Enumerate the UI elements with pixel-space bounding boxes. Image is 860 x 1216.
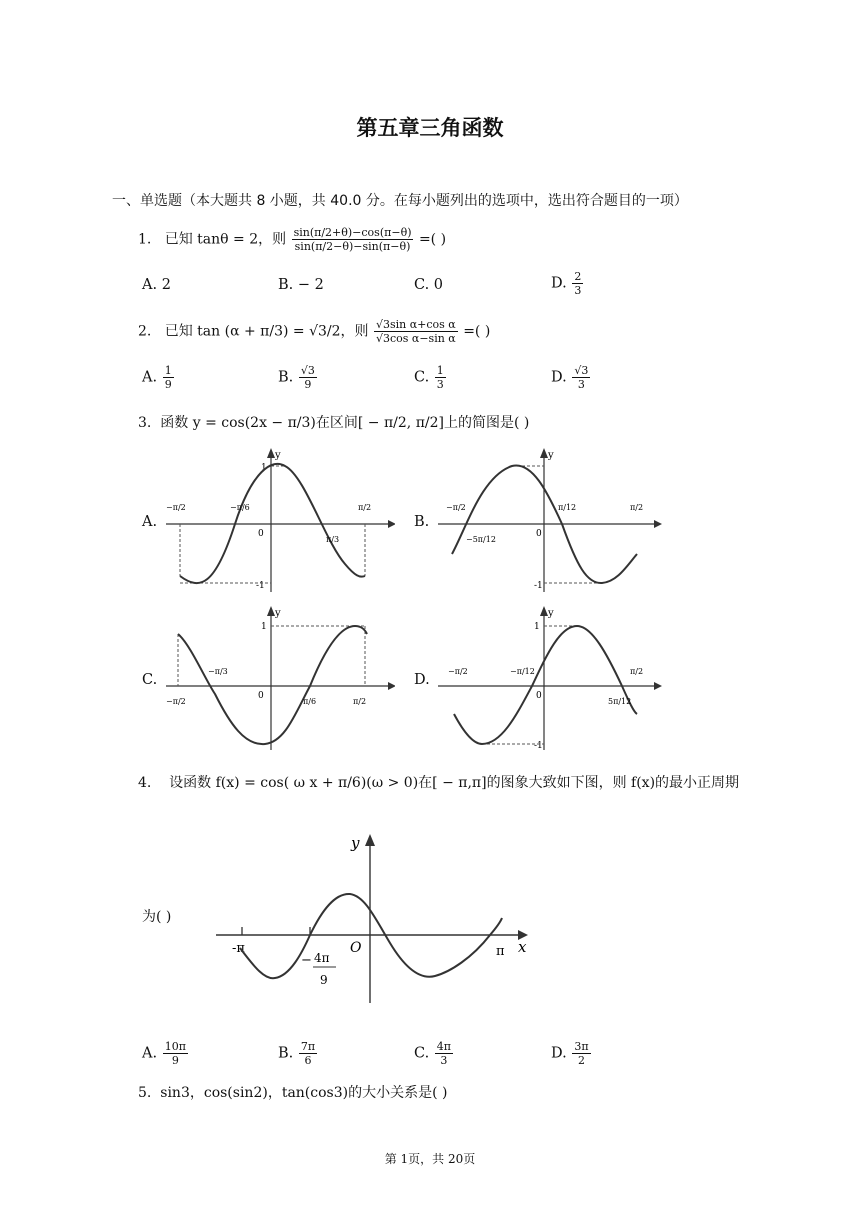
question-stem: 函数 y = cos(2x − π/3)在区间[ − π/2, π/2]上的简图是( ) [160, 415, 530, 431]
svg-text:0: 0 [536, 691, 542, 701]
option-d[interactable]: D. $\frac{√3}{3}$ [551, 364, 589, 391]
svg-text:O: O [350, 940, 362, 956]
question-stem: 已知 tanθ = 2，则 [164, 231, 287, 248]
graph-option-c [160, 604, 395, 754]
svg-text:0: 0 [258, 691, 264, 701]
svg-text:π/2: π/2 [630, 667, 644, 676]
svg-text:y: y [275, 450, 281, 461]
svg-text:-π: -π [232, 941, 245, 956]
option-a[interactable]: A. 2 [142, 277, 171, 293]
svg-text:y: y [351, 834, 360, 852]
option-c[interactable]: C. 0 [414, 277, 444, 293]
svg-text:−π/2: −π/2 [166, 697, 186, 706]
option-a[interactable]: A. $\frac{1}{9}$ [142, 364, 172, 391]
svg-text:π/2: π/2 [353, 697, 367, 706]
section-heading: 一、单选题（本大题共 8 小题，共 40.0 分。在每小题列出的选项中，选出符合题目的一项） [112, 193, 688, 209]
svg-text:-1: -1 [534, 741, 543, 751]
option-b[interactable]: B. − 2 [278, 277, 324, 293]
question-stem: 已知 tan (α + π/3) = √3/2，则 [164, 323, 369, 340]
svg-text:π: π [496, 944, 505, 959]
graph-question-4 [210, 828, 540, 1008]
svg-text:1: 1 [534, 622, 540, 632]
svg-text:−π/12: −π/12 [510, 667, 535, 676]
svg-text:y: y [548, 608, 554, 619]
option-d[interactable]: D. $\frac{2}{3}$ [551, 270, 582, 297]
page-footer: 第 1页，共 20页 [384, 1152, 476, 1166]
question-stem: sin3，cos(sin2)，tan(cos3)的大小关系是( ) [160, 1085, 448, 1101]
question-fraction: $\frac{\sin(\pi/2+\theta)-\cos(\pi-\theta)}{\sin(\pi/2-\theta)-\sin(\pi-\theta)}$ [293, 226, 412, 253]
svg-text:-1: -1 [256, 581, 265, 591]
question-1: 1. 已知 tanθ = 2，则 $\frac{\sin(\pi/2+\theta)-\cos(\pi-\theta)}{\sin(\pi/2-\theta)-\sin(\pi-\theta)}$ =( ) [138, 226, 447, 253]
graph-option-b [432, 446, 664, 596]
svg-text:π/12: π/12 [558, 503, 577, 512]
svg-text:x: x [518, 938, 527, 956]
option-c[interactable]: C. $\frac{1}{3}$ [414, 364, 444, 391]
svg-text:y: y [548, 450, 554, 461]
question-4: 4. 设函数 f(x) = cos( ω x + π/6)(ω > 0)在[ − π,π]的图象大致如下图，则 f(x)的最小正周期 [138, 775, 740, 791]
svg-text:0: 0 [536, 529, 542, 539]
svg-text:π/3: π/3 [326, 535, 340, 544]
question-4-continued: 为( ) [142, 909, 172, 925]
svg-text:−π/6: −π/6 [230, 503, 250, 512]
question-stem: 设函数 f(x) = cos( ω x + π/6)(ω > 0)在[ − π,π]的图象大致如下图，则 f(x)的最小正周期 [169, 775, 740, 791]
svg-text:−π/2: −π/2 [166, 503, 186, 512]
svg-text:π/6: π/6 [303, 697, 317, 706]
svg-text:0: 0 [258, 529, 264, 539]
svg-text:5π/12: 5π/12 [608, 697, 632, 706]
svg-text:π/2: π/2 [630, 503, 644, 512]
svg-text:−π/2: −π/2 [446, 503, 466, 512]
question-5: 5. sin3，cos(sin2)，tan(cos3)的大小关系是( ) [138, 1085, 448, 1101]
option-a[interactable]: A. $\frac{10\pi}{9}$ [142, 1040, 186, 1067]
page-title: 第五章三角函数 [356, 116, 504, 140]
svg-text:−π/2: −π/2 [448, 667, 468, 676]
question-number: 1. [138, 231, 152, 248]
option-d[interactable]: D. [414, 672, 430, 688]
option-c[interactable]: C. [142, 672, 158, 688]
option-a[interactable]: A. [142, 514, 158, 530]
svg-text:π/2: π/2 [358, 503, 372, 512]
svg-text:−: − [301, 953, 312, 968]
svg-text:-1: -1 [534, 581, 543, 591]
svg-text:1: 1 [261, 463, 267, 473]
graph-option-d [432, 604, 664, 754]
svg-text:4π: 4π [314, 951, 330, 965]
question-fraction: $\frac{\text{√3sin α+cos α}}{\text{√3cos α−sin α}}$ [375, 318, 456, 345]
option-b[interactable]: B. $\frac{√3}{9}$ [278, 364, 315, 391]
question-3: 3. 函数 y = cos(2x − π/3)在区间[ − π/2, π/2]上的简图是( ) [138, 415, 530, 431]
question-2: 2. 已知 tan (α + π/3) = √3/2，则 $\frac{\text{√3sin α+cos α}}{\text{√3cos α−sin α}}$ =( ) [138, 318, 491, 345]
svg-text:−π/3: −π/3 [208, 667, 228, 676]
graph-option-a [160, 446, 395, 596]
option-b[interactable]: B. [414, 514, 430, 530]
svg-text:−5π/12: −5π/12 [466, 535, 496, 544]
svg-text:9: 9 [320, 973, 328, 987]
option-c[interactable]: C. $\frac{4\pi}{3}$ [414, 1040, 452, 1067]
option-d[interactable]: D. $\frac{3\pi}{2}$ [551, 1040, 589, 1067]
svg-text:y: y [275, 608, 281, 619]
svg-text:1: 1 [261, 622, 267, 632]
option-b[interactable]: B. $\frac{7\pi}{6}$ [278, 1040, 316, 1067]
